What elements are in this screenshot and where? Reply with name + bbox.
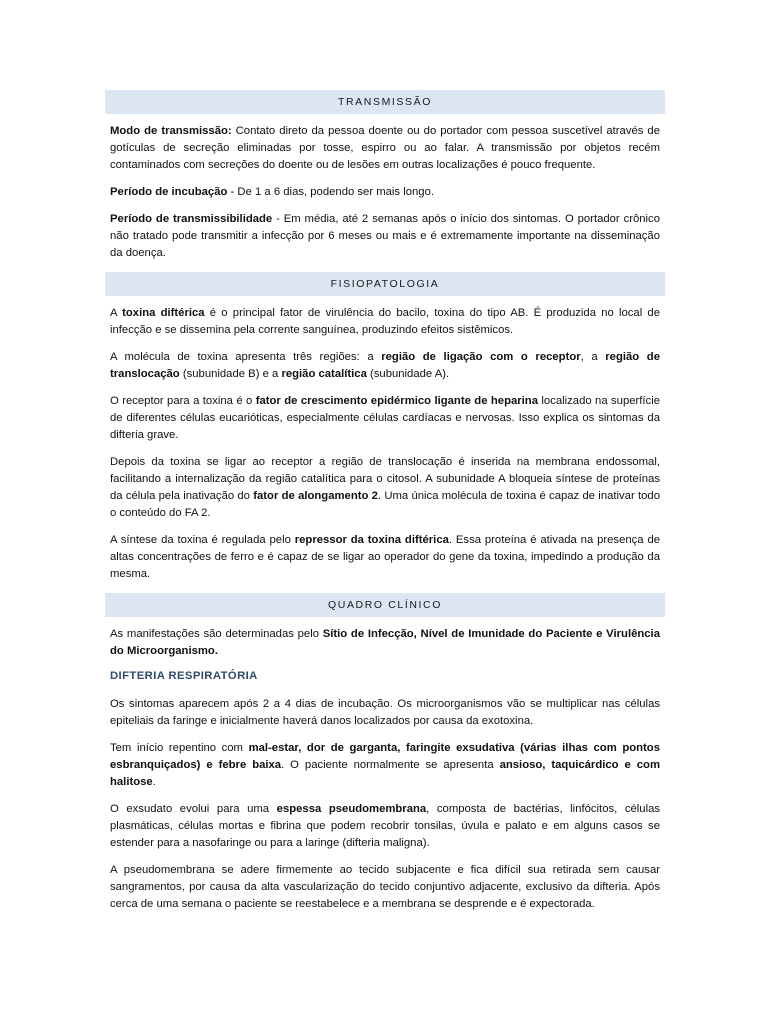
paragraph-molecula-toxina (110, 349, 660, 383)
subheading-difteria-respiratoria: DIFTERIA RESPIRATÓRIA (110, 670, 258, 682)
text: . O paciente normalmente se apresenta (281, 759, 500, 771)
bold-text: Período de incubação (110, 186, 228, 198)
text: Contato direto da pessoa doente ou do portador com pessoa suscetível através de gotículas de secreção eliminadas por tosse, espirro ou ao falar. A transmissão por objetos recém contaminados com secreções do doente ou de lesões em outras localizações é pouco frequente. (110, 125, 660, 171)
text: , a (580, 351, 606, 363)
text: (subunidade B) e a (179, 368, 282, 380)
paragraph-receptor (110, 393, 660, 444)
paragraph-modo-transmissao (110, 123, 660, 174)
paragraph-manifestacoes (110, 626, 660, 660)
paragraph-sintomas (110, 696, 660, 730)
text: . Essa proteína é ativada na presença de altas concentrações de ferro e é capaz de se ligar ao operador do gene da toxina, impedindo a produção da mesma. (110, 534, 661, 580)
section-header-quadro-clinico: QUADRO CLÍNICO (105, 593, 665, 617)
text: , composta de bactérias, linfócitos, células plasmáticas, células mortas e fibrina que podem recobrir tonsilas, úvula e palato e em alguns casos se estender para a nasofaringe ou para a laringe (difteria maligna). (110, 803, 661, 849)
text: A (110, 307, 123, 319)
paragraph-periodo-incubacao (110, 184, 660, 201)
text: . Uma única molécula de toxina é capaz de inativar todo o conteúdo do FA 2. (110, 490, 660, 519)
text: O receptor para a toxina é o (110, 395, 256, 407)
section-header-fisiopatologia: FISIOPATOLOGIA (105, 272, 665, 296)
text: A pseudomembrana se adere firmemente ao tecido subjacente e fica difícil sua retirada sem causar sangramentos, por causa da alta vascularização do tecido conjuntivo adjacente, exclusivo da difteria. Após cerca de uma semana o paciente se reestabelece e a membrana se desprende e é expectorada. (110, 864, 660, 910)
paragraph-toxina-difterica (110, 305, 660, 339)
text: A molécula de toxina apresenta três regiões: a (110, 351, 382, 363)
paragraph-inicio-repentino (110, 740, 660, 791)
document-content (105, 90, 665, 923)
section-header-transmissao: TRANSMISSÃO (105, 90, 665, 114)
bold-text: Sítio de Infecção, Nível de Imunidade do Paciente e Virulência do Microorganismo. (110, 628, 660, 657)
bold-text: mal-estar, dor de garganta, faringite exsudativa (várias ilhas com pontos esbranquiçados) e febre baixa (110, 742, 660, 771)
text: . (152, 776, 156, 788)
text: (subunidade A). (366, 368, 450, 380)
bold-text: região de ligação com o receptor (381, 351, 581, 363)
paragraph-translocacao (110, 454, 660, 522)
bold-text: Modo de transmissão: (110, 125, 232, 137)
text: Tem início repentino com (110, 742, 249, 754)
text: - De 1 a 6 dias, podendo ser mais longo. (227, 186, 434, 198)
bold-text: região catalítica (281, 368, 367, 380)
bold-text: repressor da toxina diftérica (294, 534, 449, 546)
bold-text: ansioso, taquicárdico e com halitose (110, 759, 660, 788)
bold-text: fator de crescimento epidérmico ligante de heparina (255, 395, 538, 407)
bold-text: toxina diftérica (122, 307, 205, 319)
text: - Em média, até 2 semanas após o início dos sintomas. O portador crônico não tratado pode transmitir a infecção por 6 meses ou mais e é extremamente importante na disseminação da doença. (110, 213, 660, 259)
text: Os sintomas aparecem após 2 a 4 dias de incubação. Os microorganismos vão se multiplicar nas células epiteliais da faringe e inicialmente haverá danos localizados por causa da exotoxina. (110, 698, 660, 727)
text: é o principal fator de virulência do bacilo, toxina do tipo AB. É produzida no local de infecção e se dissemina pela corrente sanguínea, produzindo efeitos sistêmicos. (110, 307, 660, 336)
bold-text: Período de transmissibilidade (110, 213, 273, 225)
paragraph-exsudato (110, 801, 660, 852)
text: A síntese da toxina é regulada pelo (110, 534, 295, 546)
paragraph-periodo-transmissibilidade (110, 211, 660, 262)
text: As manifestações são determinadas pelo (110, 628, 323, 640)
bold-text: espessa pseudomembrana (276, 803, 427, 815)
bold-text: fator de alongamento 2 (253, 490, 378, 502)
text: localizado na superfície de diferentes células eucarióticas, especialmente células cardíacas e nervosas. Isso explica os sintomas da difteria grave. (110, 395, 661, 441)
text: O exsudato evolui para uma (110, 803, 277, 815)
text: Depois da toxina se ligar ao receptor a região de translocação é inserida na membrana endossomal, facilitando a internalização da região catalítica para o citosol. A subunidade A bloqueia síntese de proteínas da célula pela inativação do (110, 456, 660, 502)
paragraph-sintese-toxina (110, 532, 660, 583)
bold-text: região de translocação (110, 351, 660, 380)
paragraph-pseudomembrana (110, 862, 660, 913)
